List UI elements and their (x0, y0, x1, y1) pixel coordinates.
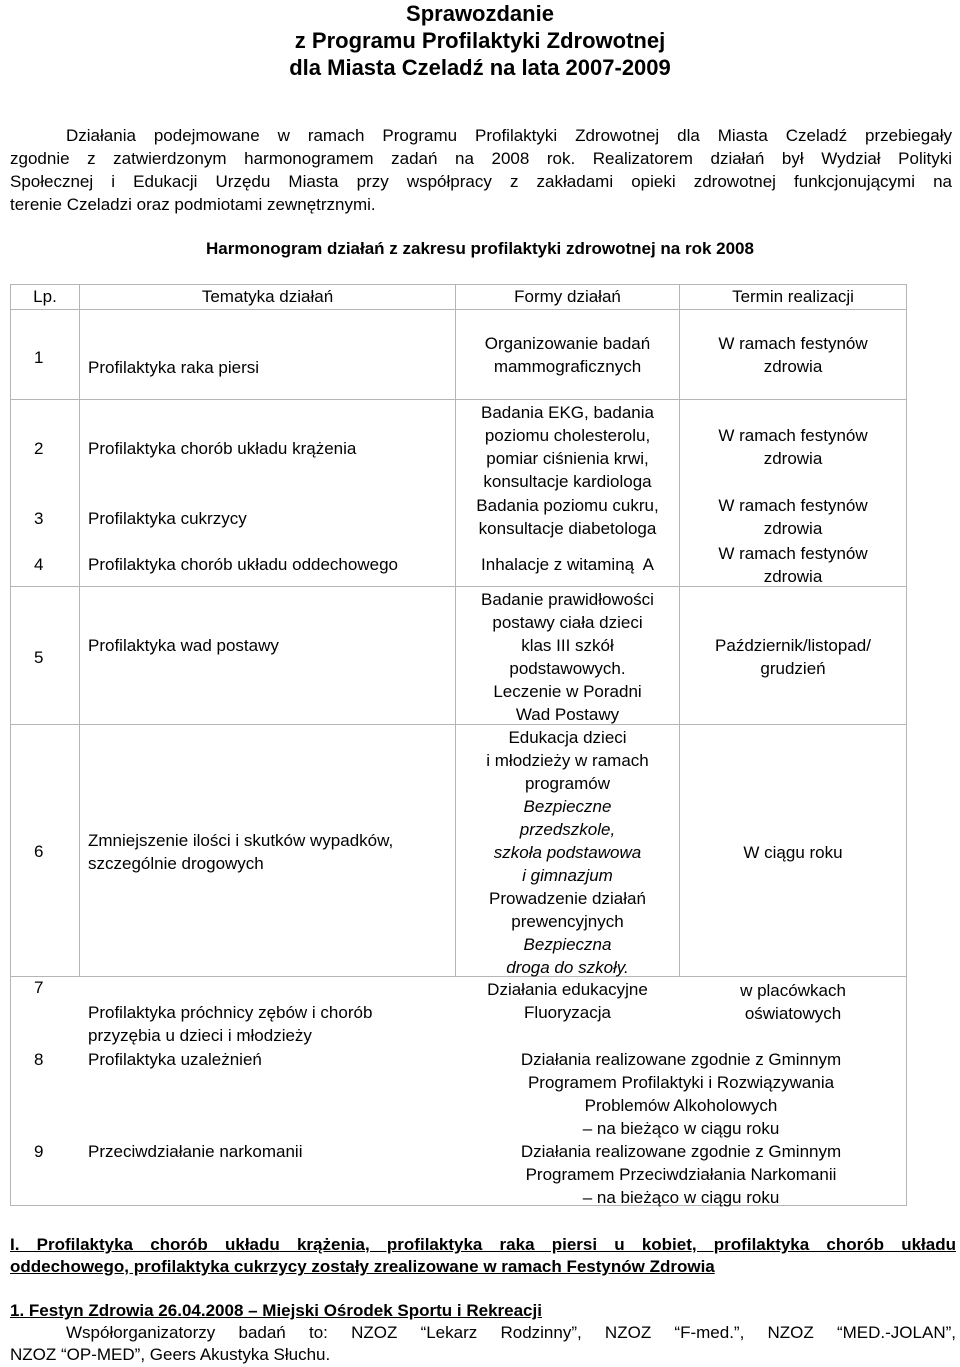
row-6-term-line-1: W ciągu roku (743, 843, 843, 862)
row-3-forms-line-1: Badania poziomu cukru, (476, 496, 659, 515)
row-5-lp: 5 (34, 648, 44, 667)
section-1-line-2: oddechowego, profilaktyka cukrzycy zostały zrealizowane w ramach Festynów Zdrowia (10, 1257, 715, 1276)
row-7-lp: 7 (34, 978, 44, 997)
row-5-term-line-2: grudzień (760, 659, 826, 678)
row-3-term-line-2: zdrowia (763, 519, 823, 538)
intro-line-4: terenie Czeladzi oraz podmiotami zewnętrznymi. (10, 195, 376, 214)
row-9-actions-line-3: – na bieżąco w ciągu roku (582, 1188, 780, 1207)
intro-line-2: zgodnie z zatwierdzonym harmonogramem zadań na 2008 rok. Realizatorem działań był Wydział Polityki (10, 149, 952, 168)
intro-line-3: Społecznej i Edukacji Urzędu Miasta przy współpracy z zakładami opieki zdrowotnej funkcjonującymi na (10, 172, 952, 191)
row-8-actions-line-1: Działania realizowane zgodnie z Gminnym (520, 1050, 842, 1069)
title-line-3: dla Miasta Czeladź na lata 2007-2009 (289, 55, 671, 80)
row-6-forms-line-4: Bezpieczne (523, 797, 612, 816)
header-term: Termin realizacji (732, 287, 854, 306)
row-4-forms-line-1: Inhalacje z witaminą A (481, 555, 654, 574)
row-9-lp: 9 (34, 1142, 44, 1161)
row-5-forms-line-3: klas III szkół (521, 636, 614, 655)
row-1-lp: 1 (34, 348, 44, 367)
row-7-term-line-1: w placówkach (740, 981, 846, 1000)
row-3-lp: 3 (34, 509, 44, 528)
row-1-forms-line-2: mammograficznych (493, 357, 642, 376)
row-6-forms-line-3: programów (524, 774, 611, 793)
row-6-forms-line-7: i gimnazjum (522, 866, 613, 885)
row-1-topic-cell (79, 309, 456, 400)
title-line-2: z Programu Profilaktyki Zdrowotnej (294, 28, 666, 53)
row-4-term-line-2: zdrowia (763, 567, 823, 586)
festyn-heading (10, 1300, 956, 1322)
row-6-lp-cell (10, 724, 80, 977)
row-5-forms-line-5: Leczenie w Poradni (493, 682, 642, 701)
row-4-topic: Profilaktyka chorób układu oddechowego (88, 555, 398, 574)
festyn-heading-text: 1. Festyn Zdrowia 26.04.2008 – Miejski Ośrodek Sportu i Rekreacji (10, 1301, 542, 1320)
row-2-term-line-2: zdrowia (763, 449, 823, 468)
row-6-topic-line-2: szczególnie drogowych (88, 854, 264, 873)
row-8-topic: Profilaktyka uzależnień (88, 1050, 262, 1069)
row-5-lp-cell (10, 586, 80, 725)
row-7-topic-line-1: Profilaktyka próchnicy zębów i chorób (88, 1003, 373, 1022)
section-1-line-1: I. Profilaktyka chorób układu krążenia, profilaktyka raka piersi u kobiet, profilaktyka chorób układu (10, 1235, 956, 1254)
row-5-topic: Profilaktyka wad postawy (88, 636, 279, 655)
row-6-forms-line-10: Bezpieczna (523, 935, 612, 954)
row-3-topic: Profilaktyka cukrzycy (88, 509, 247, 528)
coorganizers-line-1: Współorganizatorzy badań to: NZOZ “Lekarz Rodzinny”, NZOZ “F-med.”, NZOZ “MED.-JOLAN”, (66, 1323, 956, 1342)
row-6-forms-line-8: Prowadzenie działań (489, 889, 646, 908)
row-8-actions-line-3: Problemów Alkoholowych (584, 1096, 778, 1115)
row-7-term-line-2: oświatowych (744, 1004, 842, 1023)
row-5-forms-line-2: postawy ciała dzieci (492, 613, 643, 632)
header-forms: Formy działań (514, 287, 621, 306)
row-3-forms-line-2: konsultacje diabetologa (478, 519, 657, 538)
row-6-topic-line-1: Zmniejszenie ilości i skutków wypadków, (88, 831, 394, 850)
coorganizers-paragraph (10, 1322, 956, 1366)
row-6-forms-line-1: Edukacja dzieci (508, 728, 627, 747)
row-9-actions-line-1: Działania realizowane zgodnie z Gminnym (520, 1142, 842, 1161)
row-2-forms-line-2: poziomu cholesterolu, (484, 426, 651, 445)
rows-2-4-lp-cell (10, 399, 80, 587)
row-8-actions-line-4: – na bieżąco w ciągu roku (582, 1119, 780, 1138)
header-topic: Tematyka działań (201, 287, 334, 306)
header-lp: Lp. (33, 287, 57, 306)
row-9-actions-line-2: Programem Przeciwdziałania Narkomanii (525, 1165, 837, 1184)
row-7-forms-line-2: Fluoryzacja (524, 1003, 611, 1022)
row-7-forms-line-1: Działania edukacyjne (487, 980, 648, 999)
intro-line-1: Działania podejmowane w ramach Programu Profilaktyki Zdrowotnej dla Miasta Czeladź przebiegały (66, 126, 952, 145)
row-5-forms-line-6: Wad Postawy (515, 705, 620, 724)
intro-paragraph (10, 124, 952, 216)
row-2-lp: 2 (34, 439, 44, 458)
row-1-forms-line-1: Organizowanie badań (484, 334, 651, 353)
row-6-lp: 6 (34, 842, 44, 861)
row-6-forms-line-11: droga do szkoły. (506, 958, 629, 977)
row-6-forms-line-6: szkoła podstawowa (493, 843, 642, 862)
row-7-topic-line-2: przyzębia u dzieci i młodzieży (88, 1026, 312, 1045)
row-3-term-line-1: W ramach festynów (718, 496, 868, 515)
row-6-forms-line-9: prewencyjnych (511, 912, 624, 931)
row-6-forms-line-5: przedszkole, (519, 820, 616, 839)
row-2-forms-line-4: konsultacje kardiologa (483, 472, 652, 491)
row-9-topic: Przeciwdziałanie narkomanii (88, 1142, 303, 1161)
row-8-actions-line-2: Programem Profilaktyki i Rozwiązywania (527, 1073, 835, 1092)
schedule-heading: Harmonogram działań z zakresu profilaktyki zdrowotnej na rok 2008 (206, 239, 754, 258)
coorganizers-line-2: NZOZ “OP-MED”, Geers Akustyka Słuchu. (10, 1345, 331, 1364)
row-5-forms-line-4: podstawowych. (509, 659, 626, 678)
row-2-forms-line-3: pomiar ciśnienia krwi, (486, 449, 649, 468)
row-6-forms-line-2: i młodzieży w ramach (486, 751, 649, 770)
row-1-term-line-1: W ramach festynów (718, 334, 868, 353)
row-1-lp-cell (10, 309, 80, 400)
row-4-lp: 4 (34, 555, 44, 574)
row-5-forms-line-1: Badanie prawidłowości (481, 590, 654, 609)
report-title (0, 0, 960, 81)
section-1-heading (10, 1234, 956, 1278)
row-1-term-line-2: zdrowia (763, 357, 823, 376)
row-2-forms-line-1: Badania EKG, badania (481, 403, 654, 422)
row-2-term-line-1: W ramach festynów (718, 426, 868, 445)
title-line-1: Sprawozdanie (406, 1, 554, 26)
row-1-topic: Profilaktyka raka piersi (88, 358, 260, 377)
row-8-lp: 8 (34, 1050, 44, 1069)
row-2-topic: Profilaktyka chorób układu krążenia (88, 439, 357, 458)
row-5-term-line-1: Październik/listopad/ (715, 636, 871, 655)
row-4-term-line-1: W ramach festynów (718, 544, 868, 563)
